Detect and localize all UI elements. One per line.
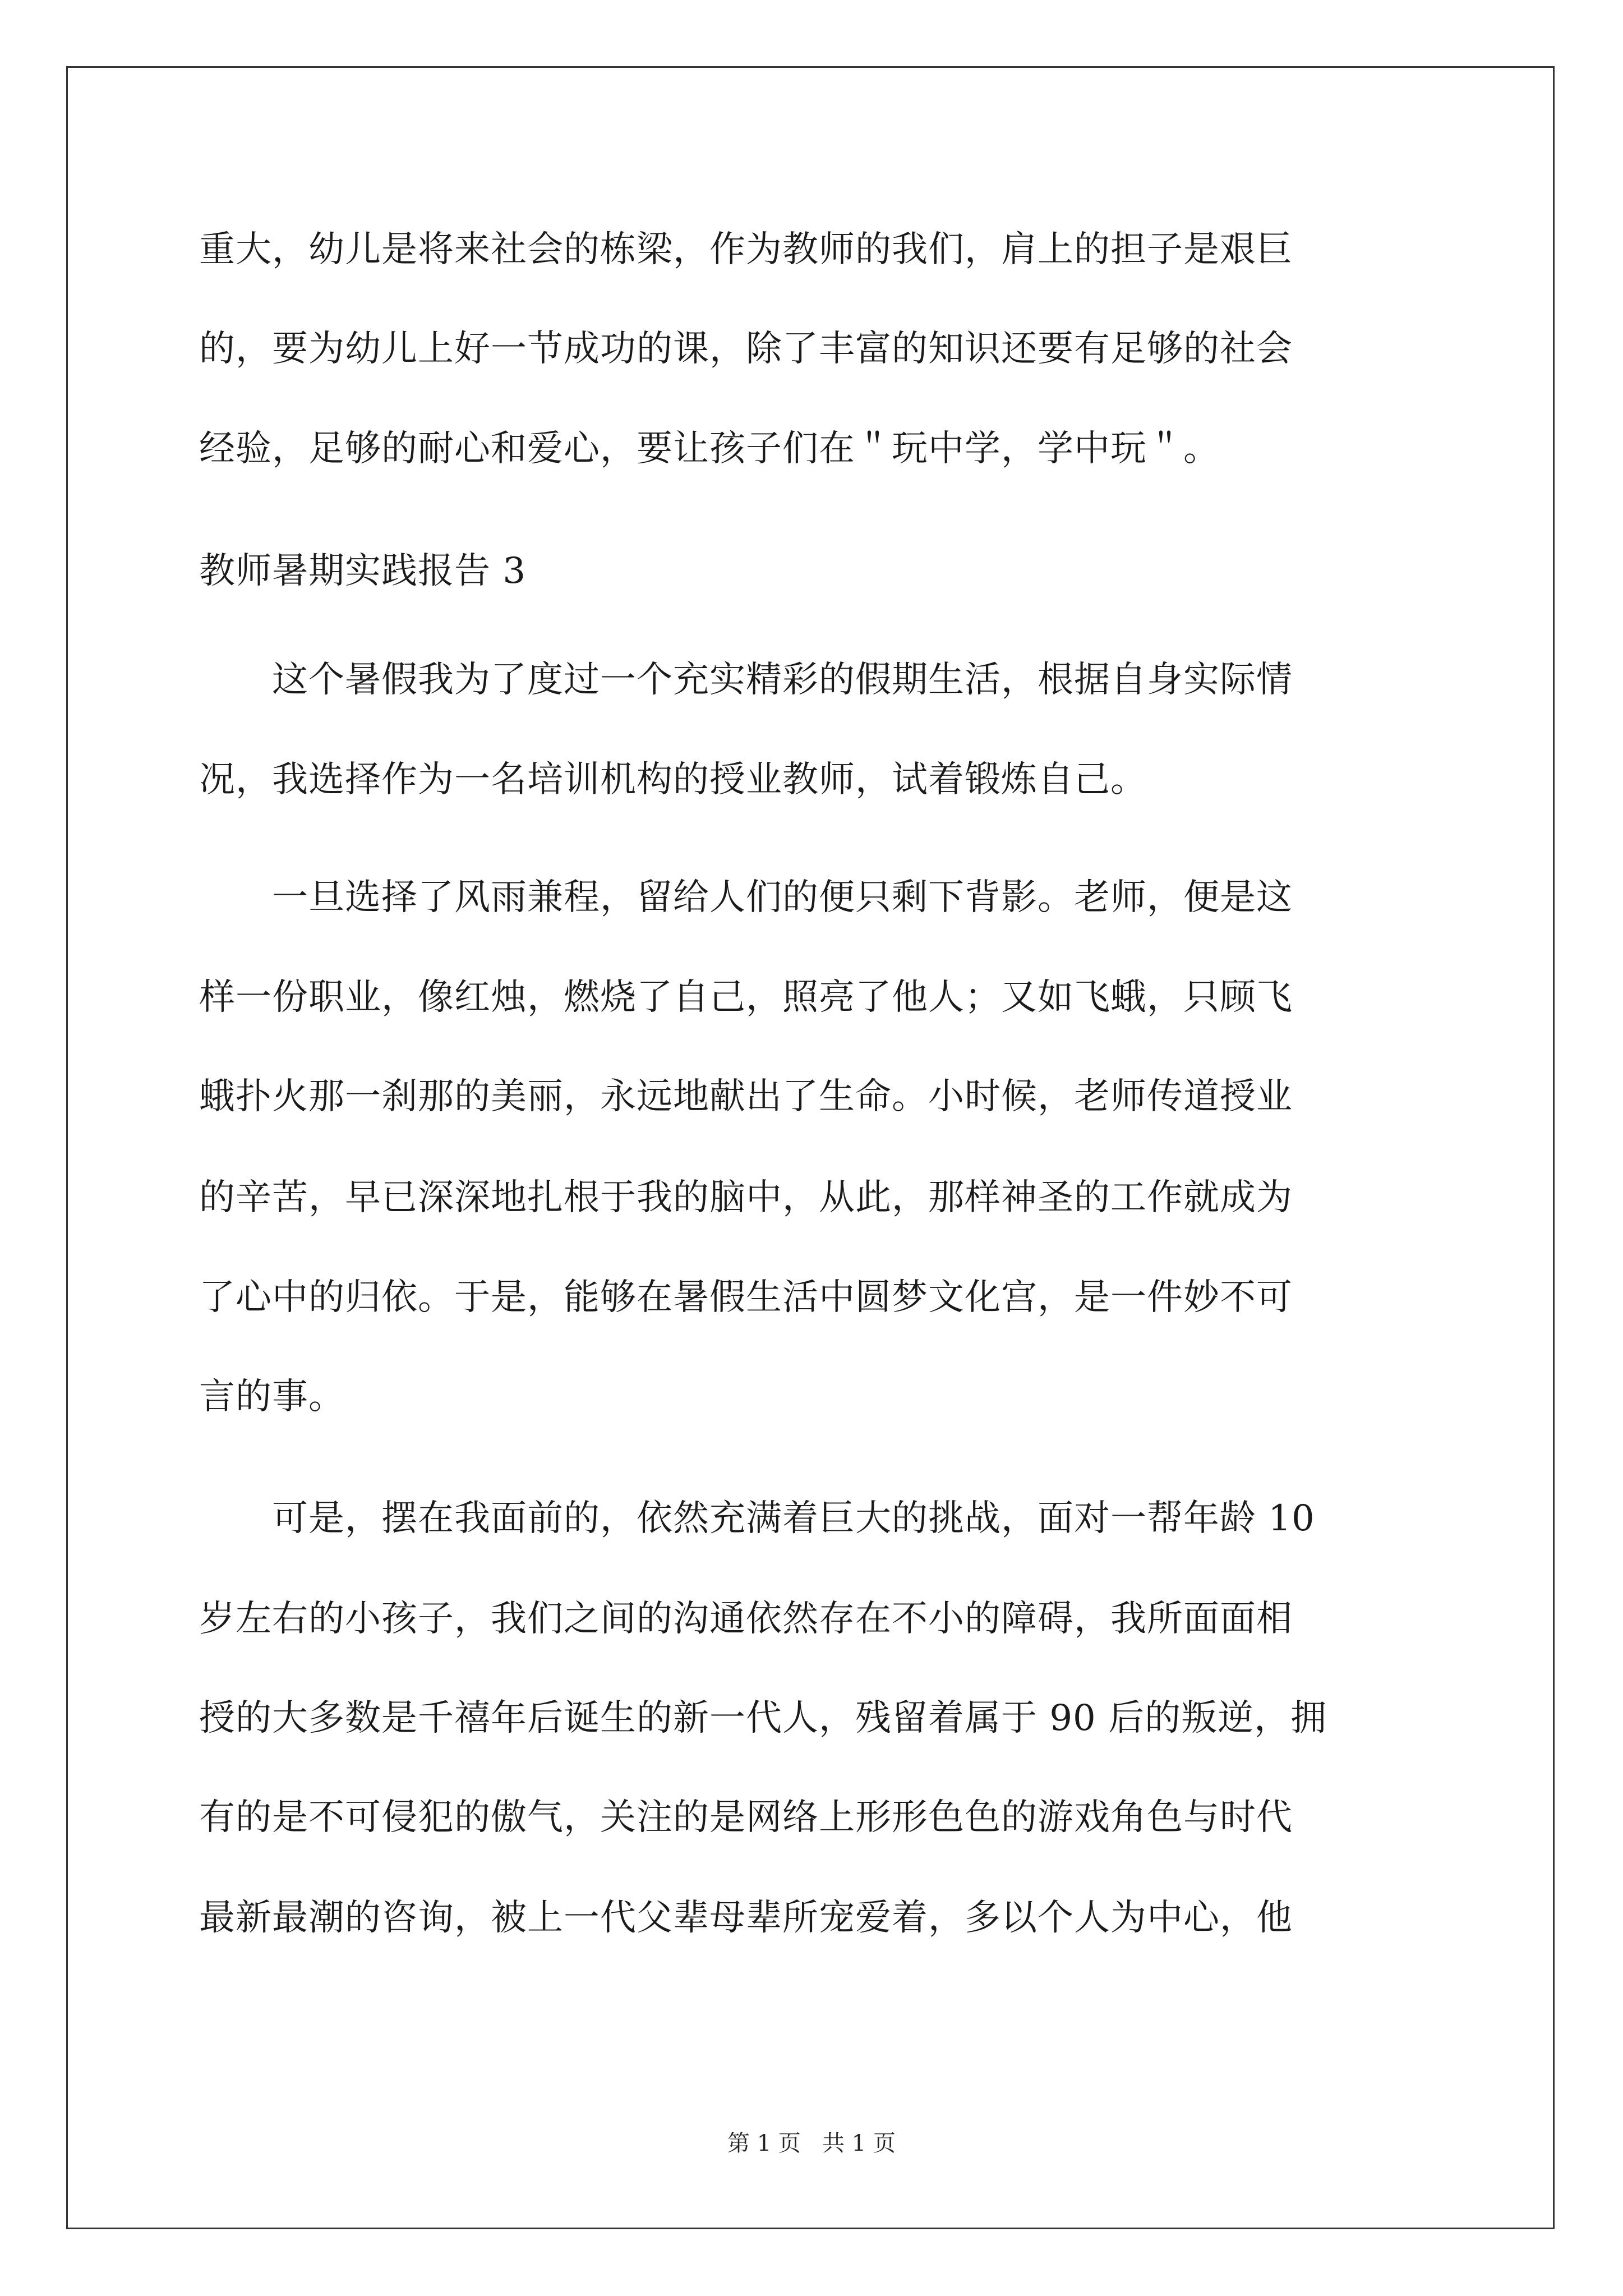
text-line: 的辛苦，早已深深地扎根于我的脑中，从此，那样神圣的工作就成为 — [199, 1177, 1293, 1218]
page-total: 共 1 页 — [822, 2131, 896, 2156]
text-line: 可是，摆在我面前的，依然充满着巨大的挑战，面对一帮年龄 10 — [199, 1498, 1315, 1539]
text-line: 经验，足够的耐心和爱心，要让孩子们在＂玩中学，学中玩＂。 — [199, 428, 1220, 470]
text-line: 有的是不可侵犯的傲气，关注的是网络上形形色色的游戏角色与时代 — [199, 1797, 1293, 1838]
text-line: 的，要为幼儿上好一节成功的课，除了丰富的知识还要有足够的社会 — [199, 328, 1293, 370]
text-line: 重大，幼儿是将来社会的栋梁，作为教师的我们，肩上的担子是艰巨 — [199, 229, 1293, 270]
text-line: 言的事。 — [199, 1376, 345, 1418]
text-line: 岁左右的小孩子，我们之间的沟通依然存在不小的障碍，我所面面相 — [199, 1598, 1293, 1640]
section-heading: 教师暑期实践报告 3 — [199, 550, 527, 592]
text-line: 授的大多数是千禧年后诞生的新一代人，残留着属于 90 后的叛逆，拥 — [199, 1697, 1327, 1739]
text-line: 一旦选择了风雨兼程，留给人们的便只剩下背影。老师，便是这 — [199, 877, 1293, 918]
text-line: 况，我选择作为一名培训机构的授业教师，试着锻炼自己。 — [199, 759, 1147, 800]
page-number: 第 1 页 — [727, 2131, 801, 2156]
text-line: 样一份职业，像红烛，燃烧了自己，照亮了他人；又如飞蛾，只顾飞 — [199, 977, 1293, 1018]
page-footer — [0, 2129, 1623, 2157]
text-line: 蛾扑火那一刹那的美丽，永远地献出了生命。小时候，老师传道授业 — [199, 1076, 1293, 1117]
text-line: 这个暑假我为了度过一个充实精彩的假期生活，根据自身实际情 — [199, 659, 1293, 701]
text-line: 了心中的归依。于是，能够在暑假生活中圆梦文化宫，是一件妙不可 — [199, 1277, 1293, 1318]
text-line: 最新最潮的咨询，被上一代父辈母辈所宠爱着，多以个人为中心，他 — [199, 1897, 1293, 1939]
